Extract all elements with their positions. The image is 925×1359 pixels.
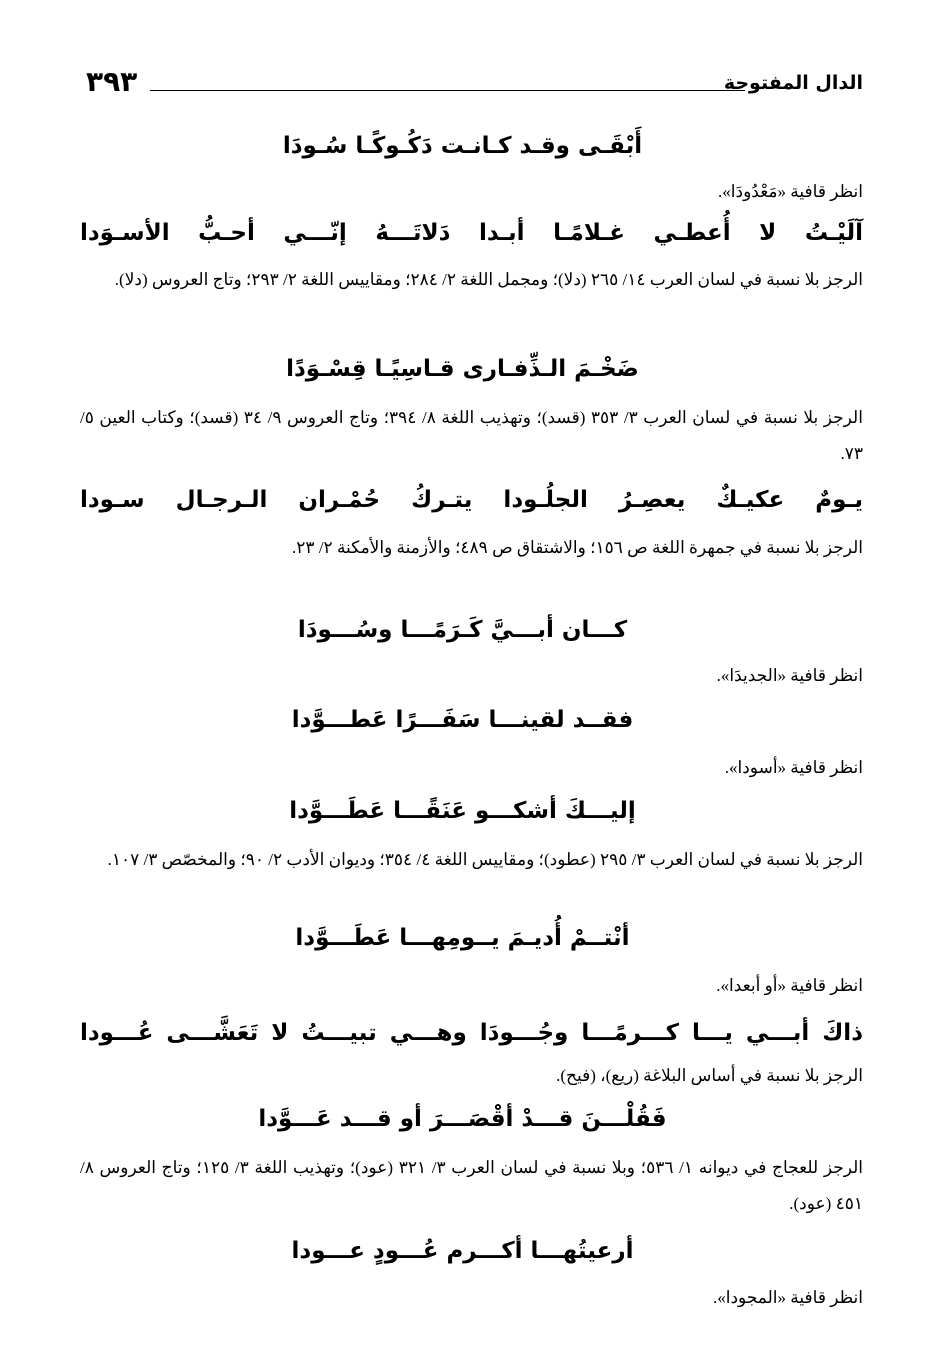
verse-couplet: آلَيْـتُ لا أُعطـي غـلامًـا أبـدا دَلاتَـــهُ إنّـــي أحـبُّ الأسـوَدا: [80, 220, 863, 246]
source-note: الرجز بلا نسبة في لسان العرب ١٤/ ٢٦٥ (دلا)؛ ومجمل اللغة ٢/ ٢٨٤؛ ومقاييس اللغة ٢/ ٢٩٣؛ وتاج العروس (دلا).: [114, 270, 863, 289]
running-header-title: الدال المفتوحة: [723, 72, 863, 94]
reference-note: انظر قافية «أو أبعدا».: [716, 976, 863, 995]
header-rule: [150, 90, 745, 91]
verse-line: كـــان أبـــيَّ كَـرَمًـــا وسُـــودَا: [297, 617, 628, 643]
reference-note: انظر قافية «المجودا».: [713, 1288, 863, 1307]
verse-couplet: يـومٌ عكيـكٌ يعصِـرُ الجلُـودا يتـركُ حُمْـران الـرجـال سـودا: [80, 487, 863, 513]
source-note: الرجز بلا نسبة في جمهرة اللغة ص ١٥٦؛ والاشتقاق ص ٤٨٩؛ والأزمنة والأمكنة ٢/ ٢٣.: [292, 538, 863, 557]
source-note: الرجز للعجاج في ديوانه ١/ ٥٣٦؛ وبلا نسبة في لسان العرب ٣/ ٣٢١ (عود)؛ وتهذيب اللغة ٣/ ١٢٥؛ وتاج العروس ٨/ ٤٥١ (عود).: [80, 1158, 863, 1213]
verse-line: أَبْقَـى وقـد كـانـت دَكُـوكًـا سُـودَا: [282, 133, 643, 159]
verse-line: إليـــكَ أشكـــو عَنَقًـــا عَطَـــوَّدا: [289, 798, 636, 824]
verse-line: ضَخْـمَ الـذِّفـارى قـاسِيًـا قِسْـوَدًا: [286, 356, 639, 382]
verse-line: أنْتــمْ أُديـمَ يــومِهـــا عَطَـــوَّدا: [295, 925, 630, 951]
reference-note: انظر قافية «مَعْدُودَا».: [718, 182, 863, 201]
reference-note: انظر قافية «الجديدَا».: [716, 666, 863, 685]
verse-couplet: ذاكَ أبـــي يـــا كـــرمًـــا وجُـــودَا وهـــي تبيـــتُ لا تَعَشَّـــى عُـــودا: [80, 1020, 863, 1046]
page-number: ٣٩٣: [86, 65, 138, 98]
source-note: الرجز بلا نسبة في لسان العرب ٣/ ٣٥٣ (قسد)؛ وتهذيب اللغة ٨/ ٣٩٤؛ وتاج العروس ٩/ ٣٤ (قسد)؛ وكتاب العين ٥/ ٧٣.: [80, 408, 863, 463]
source-note: الرجز بلا نسبة في لسان العرب ٣/ ٢٩٥ (عطود)؛ ومقاييس اللغة ٤/ ٣٥٤؛ وديوان الأدب ٢/ ٩٠؛ والمخصّص ٣/ ١٠٧.: [107, 850, 863, 869]
reference-note: انظر قافية «أسودا».: [724, 758, 863, 777]
verse-line: فقــد لقينـــا سَفَـــرًا عَطـــوَّدا: [291, 707, 634, 733]
verse-line: أرعيتُهـــا أكـــرم عُـــودٍ عـــودا: [291, 1238, 634, 1264]
source-note: الرجز بلا نسبة في أساس البلاغة (ريع)، (فيح).: [556, 1066, 863, 1085]
verse-line: فَقُلْـــنَ قـــدْ أقْصَـــرَ أو قـــد عَـــوَّدا: [258, 1106, 667, 1132]
